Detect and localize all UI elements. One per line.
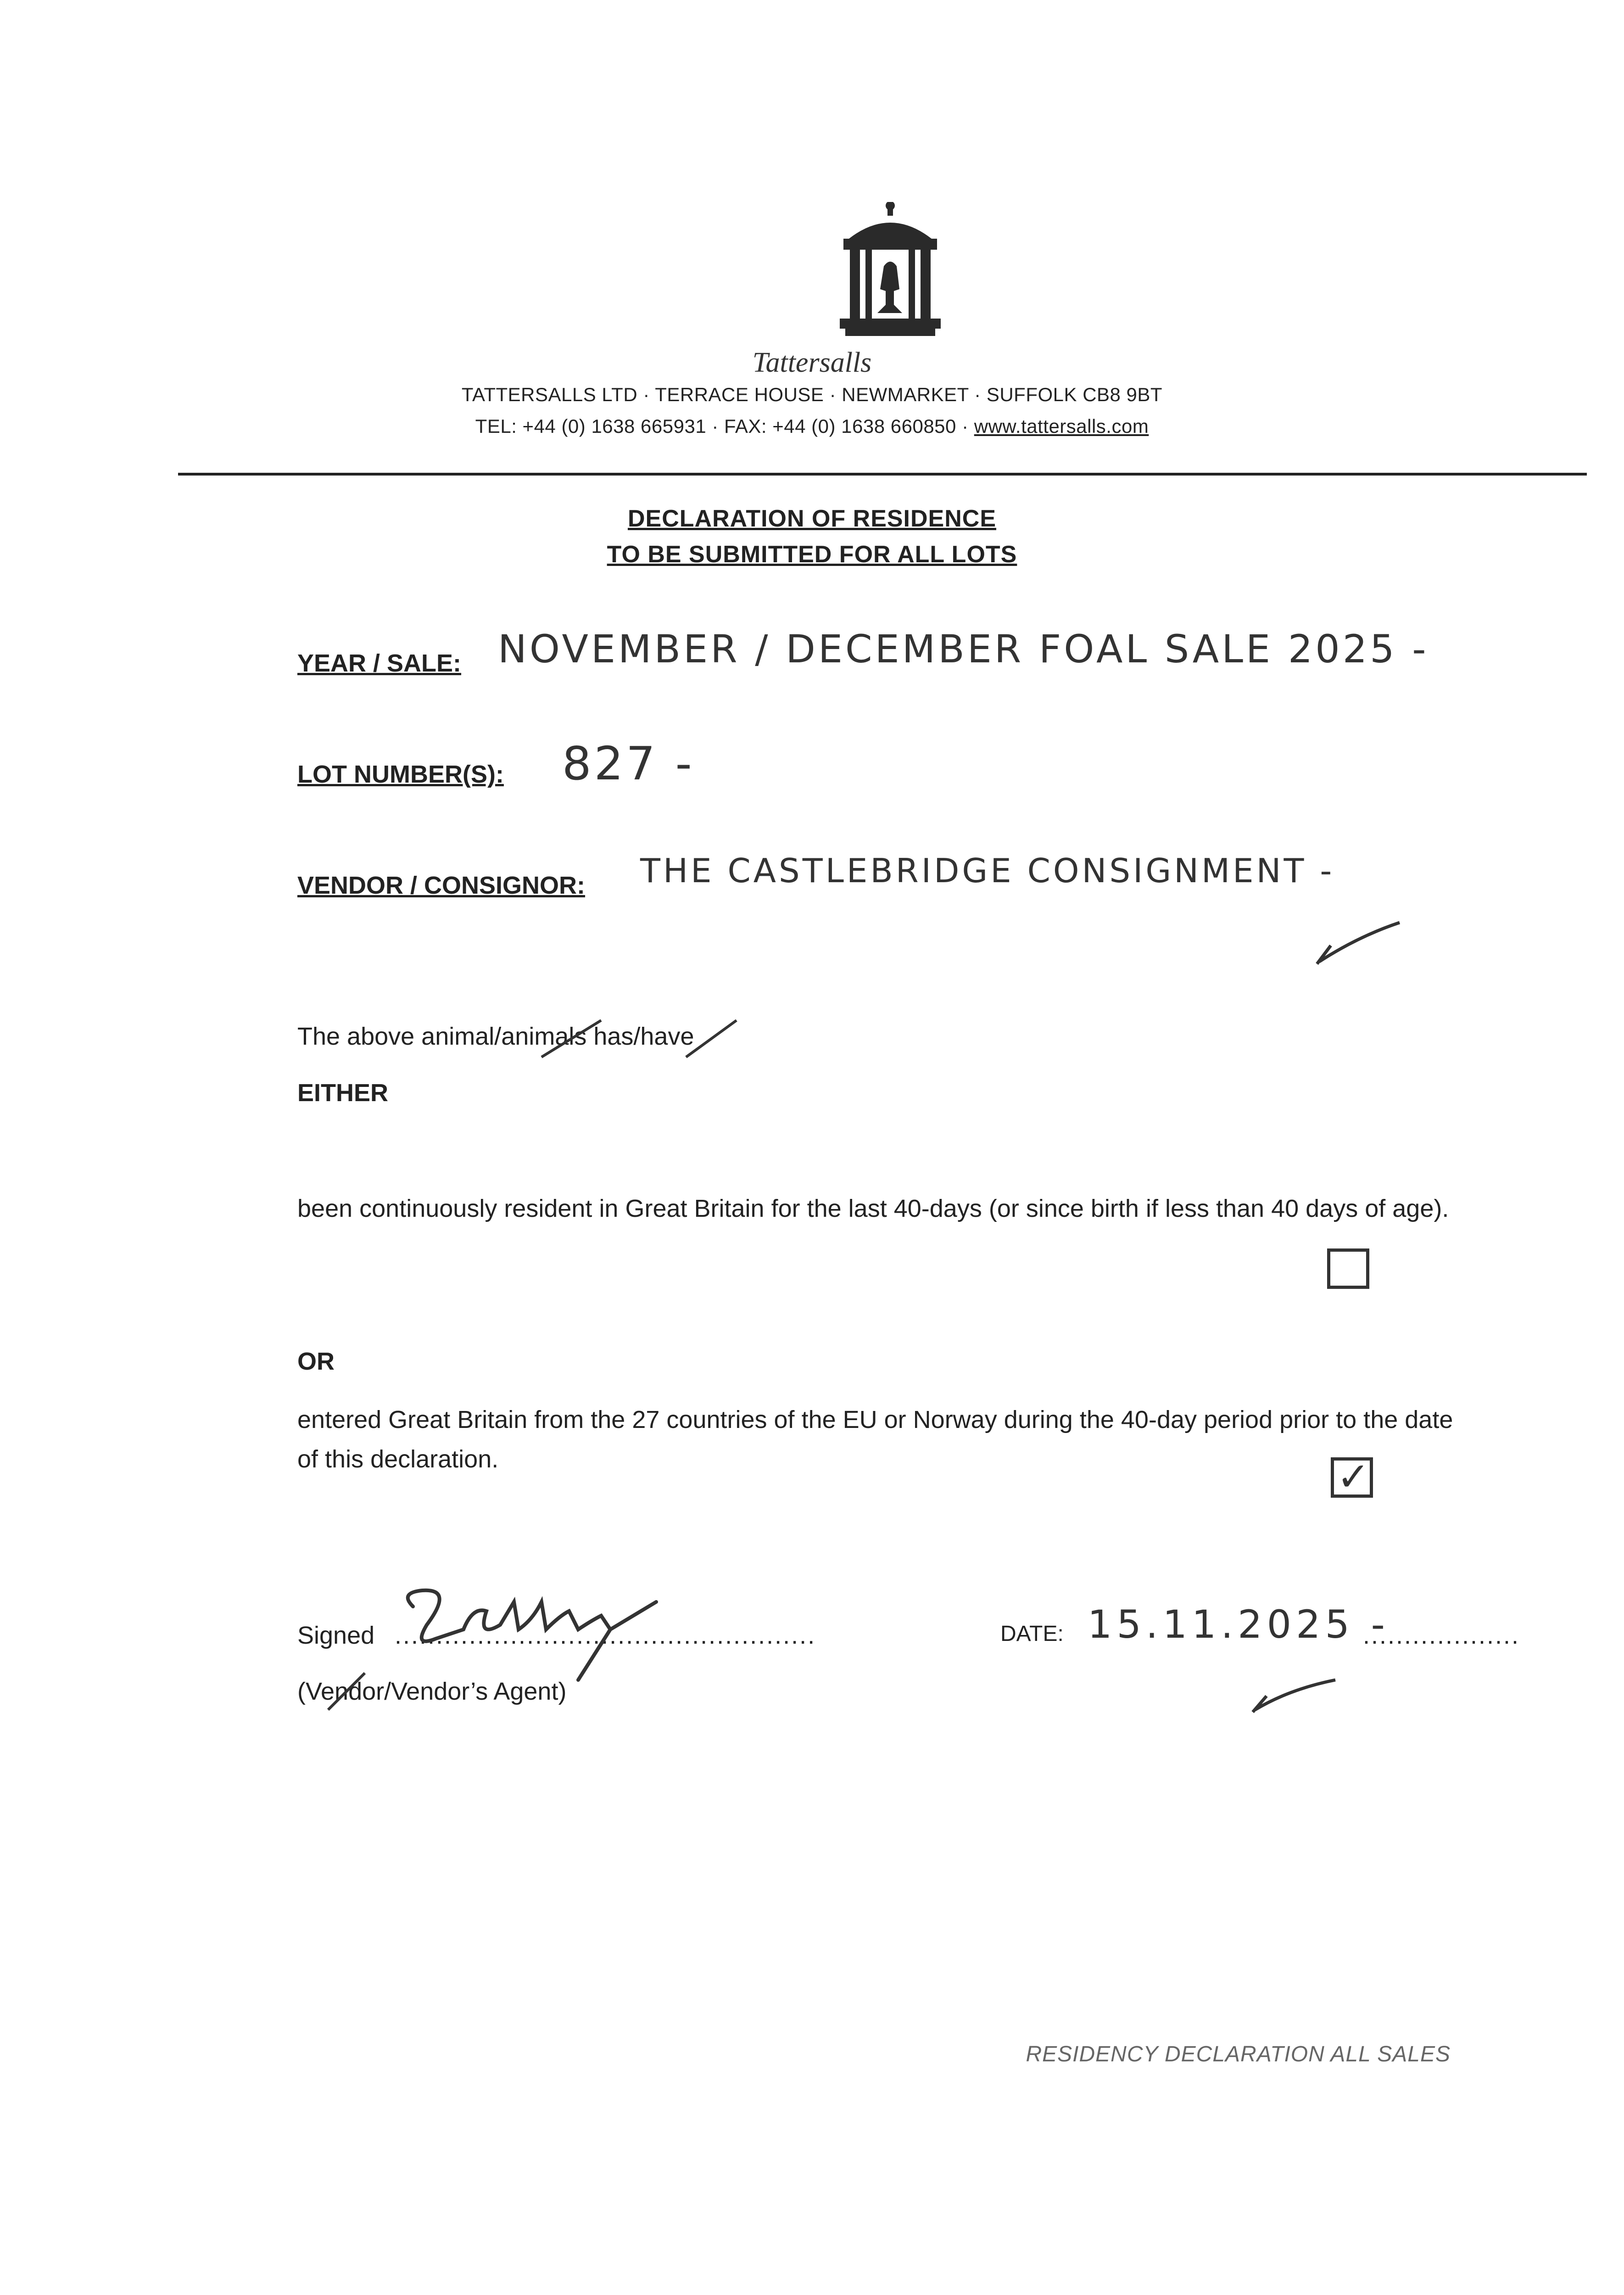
either-label: EITHER: [297, 1079, 389, 1107]
form-footer: RESIDENCY DECLARATION ALL SALES: [1026, 2042, 1451, 2066]
vendor-strikethrough: [326, 1671, 367, 1712]
statement-text: The above animal/animals has/have: [297, 1023, 694, 1050]
option-2-text: entered Great Britain from the 27 countries of the EU or Norway during the 40-day period prior to the date of this declaration.: [297, 1406, 1453, 1473]
lot-numbers-value[interactable]: 827 -: [562, 737, 695, 790]
form-title-line2: TO BE SUBMITTED FOR ALL LOTS: [607, 541, 1017, 568]
or-label: OR: [297, 1348, 335, 1375]
option-2-checkbox[interactable]: [1331, 1454, 1373, 1500]
form-title-line1: DECLARATION OF RESIDENCE: [627, 505, 997, 532]
date-tick-mark: [1248, 1671, 1340, 1717]
signed-label: Signed: [297, 1622, 375, 1649]
have-strikethrough: [684, 1018, 739, 1059]
contact-numbers: TEL: +44 (0) 1638 665931 · FAX: +44 (0) 1638 660850 ·: [475, 415, 974, 437]
year-sale-label: YEAR / SALE:: [297, 649, 462, 677]
signature-dots: ...................................................: [395, 1622, 816, 1649]
company-contact: [0, 415, 1624, 437]
date-dots: ...................: [1363, 1622, 1520, 1649]
vendor-value[interactable]: THE CASTLEBRIDGE CONSIGNMENT -: [640, 851, 1335, 890]
company-address: TATTERSALLS LTD · TERRACE HOUSE · NEWMARKET · SUFFOLK CB8 9BT: [461, 384, 1163, 405]
rotunda-logo-icon: [840, 202, 941, 340]
animals-strikethrough: [539, 1018, 603, 1059]
header-rule: [178, 473, 1587, 476]
vendor-label: VENDOR / CONSIGNOR:: [297, 872, 586, 899]
date-label: DATE:: [1000, 1622, 1064, 1646]
option-1-text: been continuously resident in Great Britain for the last 40-days (or since birth if less than 40 days of age).: [297, 1195, 1449, 1222]
year-sale-value[interactable]: NOVEMBER / DECEMBER FOAL SALE 2025 -: [498, 627, 1429, 672]
date-value[interactable]: 15.11.2025 -: [1088, 1602, 1390, 1647]
vendor-tick-mark: [1312, 918, 1404, 968]
website-link[interactable]: www.tattersalls.com: [974, 415, 1149, 437]
logo-wordmark: Tattersalls: [752, 347, 872, 378]
lot-numbers-label: LOT NUMBER(S):: [297, 761, 504, 788]
signatory-role: (Vendor/Vendor’s Agent): [297, 1678, 567, 1705]
option-1-checkbox[interactable]: [1327, 1248, 1369, 1289]
check-mark-icon: ✓: [1337, 1454, 1370, 1500]
